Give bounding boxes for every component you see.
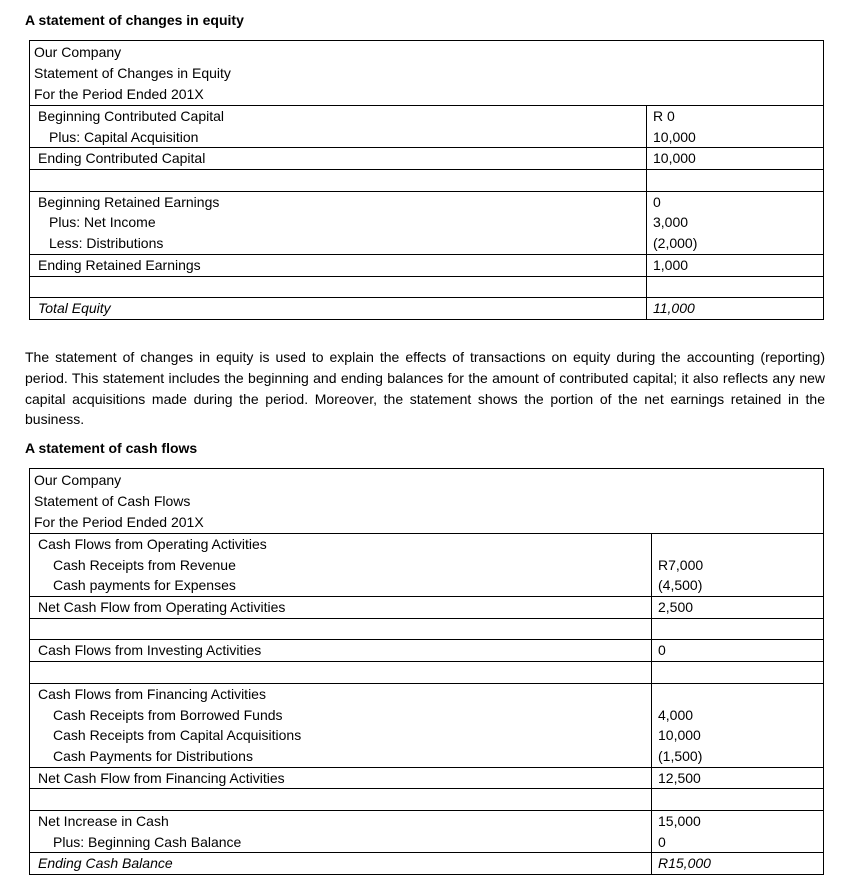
line-label: Less: Distributions <box>49 235 164 252</box>
row-values <box>652 534 823 596</box>
statement-row <box>30 255 823 277</box>
line-value: 12,500 <box>658 769 701 786</box>
blank-row <box>30 789 823 811</box>
statement-row <box>30 534 823 597</box>
line-label: Plus: Beginning Cash Balance <box>53 833 242 850</box>
statement-row <box>30 684 823 768</box>
row-labels <box>30 170 647 191</box>
statement-title: Statement of Cash Flows <box>34 493 191 509</box>
line-value: (2,000) <box>653 235 698 252</box>
line-label: Cash Flows from Financing Activities <box>38 685 266 702</box>
row-values <box>647 170 823 191</box>
blank-row <box>30 170 823 192</box>
statement-row <box>30 853 823 875</box>
company-name: Our Company <box>34 44 122 60</box>
row-labels <box>30 148 647 169</box>
line-label: Beginning Contributed Capital <box>38 108 225 124</box>
row-values <box>652 619 823 640</box>
row-labels <box>30 789 652 810</box>
line-value: 10,000 <box>653 150 696 167</box>
line-value: 1,000 <box>653 256 689 273</box>
row-values <box>652 597 823 618</box>
statement-row <box>30 811 823 853</box>
line-label: Ending Cash Balance <box>38 855 173 872</box>
row-values <box>652 640 823 661</box>
line-label: Net Increase in Cash <box>38 812 169 829</box>
equity-statement-table <box>29 40 824 320</box>
row-values <box>647 277 823 298</box>
line-value: (1,500) <box>658 747 703 764</box>
line-label: Cash Receipts from Capital Acquisitions <box>53 727 302 744</box>
line-value: 0 <box>653 193 661 210</box>
row-labels <box>30 597 652 618</box>
statement-period: For the Period Ended 201X <box>34 514 204 530</box>
line-value: R 0 <box>653 108 675 124</box>
statement-row <box>30 148 823 170</box>
row-labels <box>30 853 652 874</box>
blank-row <box>30 662 823 684</box>
row-labels <box>30 534 652 596</box>
row-labels <box>30 298 647 319</box>
blank-row <box>30 619 823 641</box>
line-label: Cash Payments for Distributions <box>53 747 253 764</box>
line-label: Plus: Net Income <box>49 214 156 231</box>
line-value: 10,000 <box>653 128 696 145</box>
statement-row <box>30 298 823 320</box>
line-label: Cash Receipts from Borrowed Funds <box>53 706 283 723</box>
row-labels <box>30 684 652 767</box>
line-value: (4,500) <box>658 577 703 594</box>
row-labels <box>30 640 652 661</box>
line-label: Cash payments for Expenses <box>53 577 236 594</box>
statement-row <box>30 597 823 619</box>
line-value: 10,000 <box>658 727 701 744</box>
statement-row <box>30 768 823 790</box>
row-labels <box>30 662 652 683</box>
line-label: Ending Contributed Capital <box>38 150 206 167</box>
line-value: 4,000 <box>658 706 694 723</box>
line-value: R7,000 <box>658 556 704 573</box>
row-labels <box>30 768 652 789</box>
statement-row <box>30 192 823 255</box>
line-label: Net Cash Flow from Financing Activities <box>38 769 285 786</box>
row-labels <box>30 255 647 276</box>
line-value: 11,000 <box>653 300 695 317</box>
statement-row <box>30 106 823 148</box>
cash-table-header <box>30 469 823 534</box>
row-values <box>647 148 823 169</box>
line-label: Plus: Capital Acquisition <box>49 128 199 145</box>
line-value <box>658 534 823 555</box>
line-label: Total Equity <box>38 300 111 317</box>
row-labels <box>30 277 647 298</box>
row-labels <box>30 619 652 640</box>
equity-heading: A statement of changes in equity <box>25 12 244 28</box>
cash-flows-statement-table <box>29 468 824 875</box>
equity-table-header <box>30 41 823 106</box>
line-value: R15,000 <box>658 855 711 872</box>
row-labels <box>30 811 652 852</box>
line-value: 0 <box>658 833 666 850</box>
statement-title: Statement of Changes in Equity <box>34 65 231 81</box>
line-label: Beginning Retained Earnings <box>38 193 220 210</box>
statement-row <box>30 640 823 662</box>
blank-row <box>30 277 823 299</box>
line-value: 15,000 <box>658 812 701 829</box>
row-values <box>652 684 823 767</box>
row-values <box>647 192 823 254</box>
row-values <box>647 298 823 319</box>
row-labels <box>30 106 647 147</box>
line-label: Cash Flows from Investing Activities <box>38 642 262 659</box>
line-label: Cash Receipts from Revenue <box>53 556 236 573</box>
line-value: 3,000 <box>653 214 689 231</box>
row-values <box>652 811 823 852</box>
line-value: 2,500 <box>658 599 694 616</box>
row-values <box>647 255 823 276</box>
row-labels <box>30 192 647 254</box>
row-values <box>652 853 823 874</box>
line-value: 0 <box>658 642 666 659</box>
line-label: Cash Flows from Operating Activities <box>38 536 267 552</box>
row-values <box>647 106 823 147</box>
line-label: Ending Retained Earnings <box>38 256 201 273</box>
statement-period: For the Period Ended 201X <box>34 86 204 102</box>
company-name: Our Company <box>34 472 122 488</box>
line-label: Net Cash Flow from Operating Activities <box>38 599 286 616</box>
row-values <box>652 789 823 810</box>
row-values <box>652 768 823 789</box>
line-value <box>658 684 823 705</box>
row-values <box>652 662 823 683</box>
cash-flows-heading: A statement of cash flows <box>25 440 198 456</box>
equity-description-paragraph: The statement of changes in equity is used to explain the effects of transactions on equity during the accounting (reporting) period. This statement includes the beginning and ending balances for the amount of contributed capital; it also reflects any new capital acquisitions made during the period. Moreover, the statement shows the portion of the net earnings retained in the business. <box>25 349 825 428</box>
